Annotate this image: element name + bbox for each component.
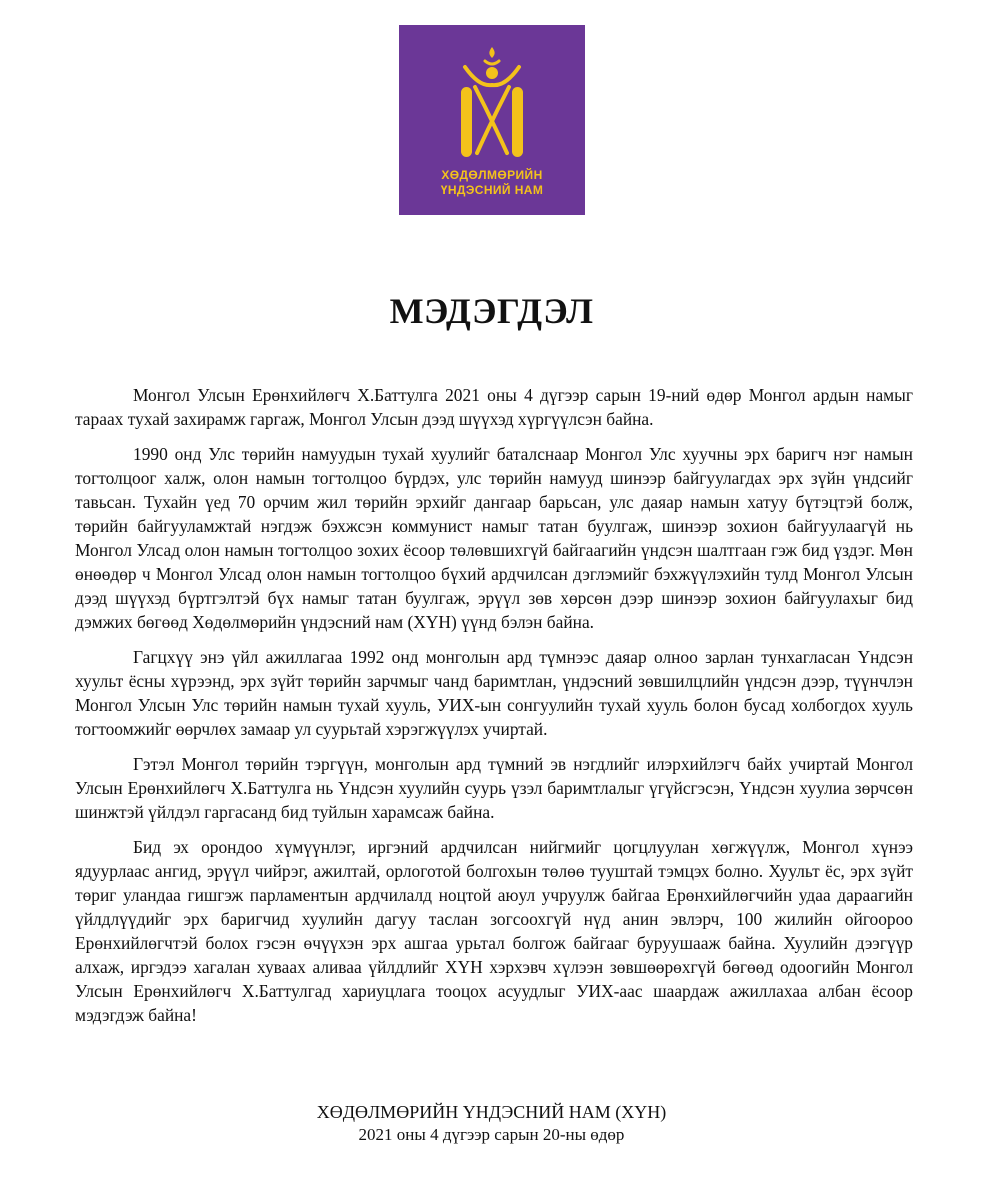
paragraph-1: Монгол Улсын Ерөнхийлөгч Х.Баттулга 2021 оны 4 дүгээр сарын 19-ний өдөр Монгол ардын намыг тараах тухай захирамж гаргаж, Монгол Улсын дээд шүүхэд хүргүүлсэн байна. [75,385,913,429]
signature-organization: ХӨДӨЛМӨРИЙН ҮНДЭСНИЙ НАМ (ХҮН) [316,1102,667,1122]
signature-date: 2021 оны 4 дүгээр сарын 20-ны өдөр [358,1125,625,1144]
document-title: МЭДЭГДЭЛ [389,291,594,331]
document-body [75,383,913,1038]
logo-text-line1: ХӨДӨЛМӨРИЙН [441,168,543,182]
logo-text-line2: ҮНДЭСНИЙ НАМ [440,183,544,197]
signature-block [0,1100,983,1146]
paragraph-3: Гагцхүү энэ үйл ажиллагаа 1992 онд монголын ард түмнээс даяар олноо зарлан тунхагласан Үндсэн хуульт ёсны хүрээнд, эрх зүйт төрийн зарчмыг чанд баримтлан, үндэсний зөвшилцлийн үндсэн дээр, түүнчлэн Монгол Улсын Улс төрийн намын тухай хууль, УИХ-ын сонгуулийн тухай хууль болон бусад холбогдох хууль тогтоомжийг өөрчлөх замаар ул суурьтай хэрэгжүүлэх учиртай. [75,647,913,739]
paragraph-5: Бид эх орондоо хүмүүнлэг, иргэний ардчилсан нийгмийг цогцлуулан хөгжүүлж, Монгол хүнээ ядуурлаас ангид, эрүүл чийрэг, ажилтай, орлоготой болгохын төлөө тууштай тэмцэх болно. Хуульт ёс, эрх зүйт төриг уландаа гишгэж парламентын ардчилалд ноцтой аюул учруулж байгаа Ерөнхийлөгчийн удаа дараагийн үйлдлүүдийг эрх баригчид хуулийн дагуу таслан зогсоохгүй нүд анин эвлэрч, 100 жилийн ойгоороо Ерөнхийлөгчтэй болох гэсэн өчүүхэн эрх ашгаа урьтал болгож байгааг буруушааж байна. Хуулийн дээгүүр алхаж, иргэдээ хагалан хуваах аливаа үйлдлийг ХҮН хэрхэвч хүлээн зөвшөөрөхгүй бөгөөд одоогийн Монгол Улсын Ерөнхийлөгч Х.Баттулгад хариуцлага тооцох асуудлыг УИХ-аас шаардаж ажиллахаа албан ёсоор мэдэгдэж байна! [75,837,913,1025]
paragraph-4: Гэтэл Монгол төрийн тэргүүн, монголын ард түмний эв нэгдлийг илэрхийлэгч байх учиртай Монгол Улсын Ерөнхийлөгч Х.Баттулга нь Үндсэн хуулийн суурь үзэл баримтлалыг үгүйсгэсэн, Үндсэн хуулиа зөрчсөн шинжтэй үйлдэл гаргасанд бид туйлын харамсаж байна. [75,754,913,822]
party-logo [399,25,585,215]
paragraph-2: 1990 онд Улс төрийн намуудын тухай хуулийг баталснаар Монгол Улс хуучны эрх баригч нэг намын тогтолцоог халж, олон намын тогтолцоо бүрдэх, улс төрийн намууд шинээр байгуулагдах эрх зүйн үндсийг тавьсан. Тухайн үед 70 орчим жил төрийн эрхийг дангаар барьсан, улс даяар намын хатуу бүтэцтэй болж, төрийн байгууламжтай нэгдэж бэхжсэн коммунист намыг татан буулгаж, шинээр зохион байгуулаагүй нь Монгол Улсад олон намын тогтолцоо зохих ёсоор төлөвшихгүй байгаагийн үндсэн шалтгаан гэж бид үздэг. Мөн өнөөдөр ч Монгол Улсад олон намын тогтолцоо бүхий ардчилсан дэглэмийг бэхжүүлэхийн тулд Монгол Улсын дээд шүүхэд бүртгэлтэй бүх намыг татан буулгаж, эрүүл зөв хөрсөн дээр шинээр зохион байгуулахыг бид дэмжих бөгөөд Хөдөлмөрийн үндэсний нам (ХҮН) үүнд бэлэн байна. [75,444,913,632]
